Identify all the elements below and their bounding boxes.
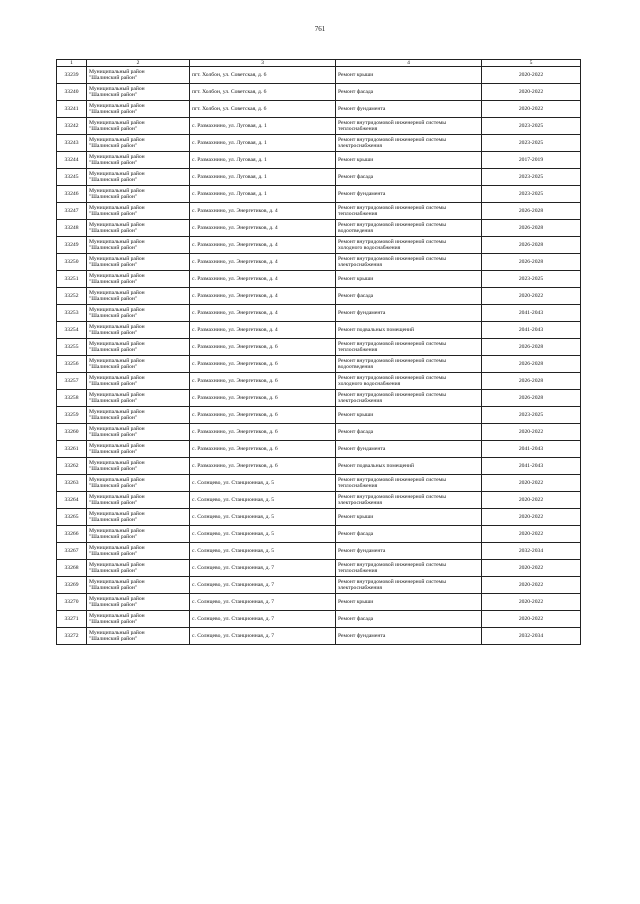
address-cell: с. Солнцево, ул. Станционная, д. 5 — [190, 526, 336, 543]
municipality-cell: Муниципальный район "Шалинский район" — [87, 373, 190, 390]
row-number-cell: 33258 — [57, 390, 87, 407]
work-type-cell: Ремонт внутридомовой инженерной системы теплоснабжения — [336, 339, 482, 356]
table-row — [57, 441, 581, 458]
column-header: 1 — [57, 60, 87, 67]
municipality-cell: Муниципальный район "Шалинский район" — [87, 101, 190, 118]
table-row — [57, 356, 581, 373]
row-number-cell: 33239 — [57, 67, 87, 84]
row-number-cell: 33244 — [57, 152, 87, 169]
row-number-cell: 33255 — [57, 339, 87, 356]
period-cell: 2023-2025 — [482, 271, 581, 288]
period-cell: 2023-2025 — [482, 118, 581, 135]
work-type-cell: Ремонт крыши — [336, 152, 482, 169]
table-row — [57, 322, 581, 339]
row-number-cell: 33243 — [57, 135, 87, 152]
period-cell: 2020-2022 — [482, 560, 581, 577]
address-cell: с. Размахнино, ул. Энергетиков, д. 6 — [190, 407, 336, 424]
table-row — [57, 475, 581, 492]
table-row — [57, 509, 581, 526]
period-cell: 2020-2022 — [482, 577, 581, 594]
period-cell: 2020-2022 — [482, 492, 581, 509]
address-cell: с. Солнцево, ул. Станционная, д. 5 — [190, 543, 336, 560]
row-number-cell: 33245 — [57, 169, 87, 186]
address-cell: с. Солнцево, ул. Станционная, д. 7 — [190, 560, 336, 577]
address-cell: с. Солнцево, ул. Станционная, д. 5 — [190, 509, 336, 526]
address-cell: с. Размахнино, ул. Энергетиков, д. 4 — [190, 220, 336, 237]
address-cell: с. Размахнино, ул. Луговая, д. 1 — [190, 135, 336, 152]
table-row — [57, 220, 581, 237]
address-cell: с. Размахнино, ул. Энергетиков, д. 4 — [190, 288, 336, 305]
registry-table — [56, 59, 581, 645]
period-cell: 2026-2028 — [482, 220, 581, 237]
work-type-cell: Ремонт фасада — [336, 526, 482, 543]
period-cell: 2026-2028 — [482, 237, 581, 254]
table-row — [57, 169, 581, 186]
municipality-cell: Муниципальный район "Шалинский район" — [87, 526, 190, 543]
table-row — [57, 390, 581, 407]
period-cell: 2032-2034 — [482, 628, 581, 645]
period-cell: 2026-2028 — [482, 339, 581, 356]
table-row — [57, 407, 581, 424]
table-row — [57, 67, 581, 84]
row-number-cell: 33261 — [57, 441, 87, 458]
municipality-cell: Муниципальный район "Шалинский район" — [87, 186, 190, 203]
address-cell: с. Размахнино, ул. Луговая, д. 1 — [190, 118, 336, 135]
row-number-cell: 33240 — [57, 84, 87, 101]
row-number-cell: 33267 — [57, 543, 87, 560]
table-row — [57, 424, 581, 441]
municipality-cell: Муниципальный район "Шалинский район" — [87, 356, 190, 373]
address-cell: пгт. Холбон, ул. Советская, д. 6 — [190, 84, 336, 101]
period-cell: 2020-2022 — [482, 526, 581, 543]
table-row — [57, 237, 581, 254]
municipality-cell: Муниципальный район "Шалинский район" — [87, 424, 190, 441]
table-row — [57, 543, 581, 560]
table-row — [57, 101, 581, 118]
period-cell: 2026-2028 — [482, 254, 581, 271]
municipality-cell: Муниципальный район "Шалинский район" — [87, 118, 190, 135]
municipality-cell: Муниципальный район "Шалинский район" — [87, 594, 190, 611]
address-cell: с. Солнцево, ул. Станционная, д. 5 — [190, 475, 336, 492]
row-number-cell: 33265 — [57, 509, 87, 526]
period-cell: 2041-2043 — [482, 322, 581, 339]
work-type-cell: Ремонт фасада — [336, 611, 482, 628]
column-header: 4 — [336, 60, 482, 67]
address-cell: с. Размахнино, ул. Энергетиков, д. 6 — [190, 458, 336, 475]
municipality-cell: Муниципальный район "Шалинский район" — [87, 271, 190, 288]
work-type-cell: Ремонт фасада — [336, 84, 482, 101]
page-number: 761 — [314, 25, 326, 33]
work-type-cell: Ремонт внутридомовой инженерной системы холодного водоснабжения — [336, 373, 482, 390]
address-cell: с. Размахнино, ул. Луговая, д. 1 — [190, 152, 336, 169]
municipality-cell: Муниципальный район "Шалинский район" — [87, 407, 190, 424]
period-cell: 2023-2025 — [482, 186, 581, 203]
municipality-cell: Муниципальный район "Шалинский район" — [87, 237, 190, 254]
period-cell: 2026-2028 — [482, 203, 581, 220]
column-header: 5 — [482, 60, 581, 67]
table-header-row — [57, 60, 581, 67]
municipality-cell: Муниципальный район "Шалинский район" — [87, 628, 190, 645]
row-number-cell: 33257 — [57, 373, 87, 390]
municipality-cell: Муниципальный район "Шалинский район" — [87, 475, 190, 492]
row-number-cell: 33269 — [57, 577, 87, 594]
municipality-cell: Муниципальный район "Шалинский район" — [87, 611, 190, 628]
municipality-cell: Муниципальный район "Шалинский район" — [87, 135, 190, 152]
period-cell: 2020-2022 — [482, 424, 581, 441]
row-number-cell: 33272 — [57, 628, 87, 645]
municipality-cell: Муниципальный район "Шалинский район" — [87, 288, 190, 305]
period-cell: 2020-2022 — [482, 475, 581, 492]
work-type-cell: Ремонт крыши — [336, 509, 482, 526]
row-number-cell: 33256 — [57, 356, 87, 373]
table-row — [57, 628, 581, 645]
work-type-cell: Ремонт крыши — [336, 67, 482, 84]
work-type-cell: Ремонт внутридомовой инженерной системы водоотведения — [336, 220, 482, 237]
work-type-cell: Ремонт внутридомовой инженерной системы электроснабжения — [336, 254, 482, 271]
row-number-cell: 33259 — [57, 407, 87, 424]
table-row — [57, 577, 581, 594]
municipality-cell: Муниципальный район "Шалинский район" — [87, 169, 190, 186]
table-row — [57, 288, 581, 305]
table-row — [57, 135, 581, 152]
row-number-cell: 33241 — [57, 101, 87, 118]
table-row — [57, 118, 581, 135]
work-type-cell: Ремонт внутридомовой инженерной системы водоотведения — [336, 356, 482, 373]
address-cell: с. Размахнино, ул. Энергетиков, д. 6 — [190, 373, 336, 390]
address-cell: с. Солнцево, ул. Станционная, д. 7 — [190, 577, 336, 594]
municipality-cell: Муниципальный район "Шалинский район" — [87, 560, 190, 577]
row-number-cell: 33260 — [57, 424, 87, 441]
address-cell: с. Размахнино, ул. Энергетиков, д. 4 — [190, 322, 336, 339]
address-cell: с. Солнцево, ул. Станционная, д. 5 — [190, 492, 336, 509]
row-number-cell: 33251 — [57, 271, 87, 288]
table-row — [57, 152, 581, 169]
work-type-cell: Ремонт фундамента — [336, 441, 482, 458]
row-number-cell: 33246 — [57, 186, 87, 203]
row-number-cell: 33253 — [57, 305, 87, 322]
work-type-cell: Ремонт внутридомовой инженерной системы электроснабжения — [336, 390, 482, 407]
work-type-cell: Ремонт крыши — [336, 271, 482, 288]
row-number-cell: 33262 — [57, 458, 87, 475]
table-row — [57, 305, 581, 322]
work-type-cell: Ремонт фундамента — [336, 628, 482, 645]
work-type-cell: Ремонт внутридомовой инженерной системы теплоснабжения — [336, 475, 482, 492]
work-type-cell: Ремонт внутридомовой инженерной системы холодного водоснабжения — [336, 237, 482, 254]
row-number-cell: 33254 — [57, 322, 87, 339]
address-cell: с. Размахнино, ул. Энергетиков, д. 6 — [190, 390, 336, 407]
address-cell: с. Размахнино, ул. Луговая, д. 1 — [190, 186, 336, 203]
work-type-cell: Ремонт внутридомовой инженерной системы теплоснабжения — [336, 118, 482, 135]
address-cell: с. Размахнино, ул. Энергетиков, д. 6 — [190, 356, 336, 373]
work-type-cell: Ремонт фасада — [336, 169, 482, 186]
table-row — [57, 594, 581, 611]
table-row — [57, 492, 581, 509]
row-number-cell: 33270 — [57, 594, 87, 611]
row-number-cell: 33266 — [57, 526, 87, 543]
period-cell: 2020-2022 — [482, 509, 581, 526]
municipality-cell: Муниципальный район "Шалинский район" — [87, 509, 190, 526]
municipality-cell: Муниципальный район "Шалинский район" — [87, 84, 190, 101]
period-cell: 2023-2025 — [482, 407, 581, 424]
row-number-cell: 33249 — [57, 237, 87, 254]
period-cell: 2041-2043 — [482, 458, 581, 475]
municipality-cell: Муниципальный район "Шалинский район" — [87, 203, 190, 220]
table-row — [57, 84, 581, 101]
period-cell: 2026-2028 — [482, 390, 581, 407]
address-cell: с. Солнцево, ул. Станционная, д. 7 — [190, 611, 336, 628]
row-number-cell: 33264 — [57, 492, 87, 509]
address-cell: с. Размахнино, ул. Энергетиков, д. 4 — [190, 203, 336, 220]
work-type-cell: Ремонт внутридомовой инженерной системы теплоснабжения — [336, 560, 482, 577]
table-row — [57, 373, 581, 390]
municipality-cell: Муниципальный район "Шалинский район" — [87, 492, 190, 509]
address-cell: с. Размахнино, ул. Энергетиков, д. 4 — [190, 254, 336, 271]
work-type-cell: Ремонт крыши — [336, 407, 482, 424]
column-header: 2 — [87, 60, 190, 67]
address-cell: с. Размахнино, ул. Энергетиков, д. 6 — [190, 339, 336, 356]
period-cell: 2032-2034 — [482, 543, 581, 560]
period-cell: 2020-2022 — [482, 288, 581, 305]
period-cell: 2026-2028 — [482, 373, 581, 390]
municipality-cell: Муниципальный район "Шалинский район" — [87, 543, 190, 560]
row-number-cell: 33242 — [57, 118, 87, 135]
address-cell: с. Солнцево, ул. Станционная, д. 7 — [190, 594, 336, 611]
work-type-cell: Ремонт подвальных помещений — [336, 458, 482, 475]
municipality-cell: Муниципальный район "Шалинский район" — [87, 390, 190, 407]
address-cell: с. Размахнино, ул. Энергетиков, д. 4 — [190, 271, 336, 288]
municipality-cell: Муниципальный район "Шалинский район" — [87, 322, 190, 339]
table-row — [57, 186, 581, 203]
address-cell: с. Размахнино, ул. Луговая, д. 1 — [190, 169, 336, 186]
work-type-cell: Ремонт фундамента — [336, 101, 482, 118]
table-row — [57, 254, 581, 271]
table-row — [57, 203, 581, 220]
work-type-cell: Ремонт крыши — [336, 594, 482, 611]
row-number-cell: 33247 — [57, 203, 87, 220]
table-row — [57, 611, 581, 628]
period-cell: 2020-2022 — [482, 611, 581, 628]
period-cell: 2023-2025 — [482, 169, 581, 186]
row-number-cell: 33252 — [57, 288, 87, 305]
table-row — [57, 271, 581, 288]
row-number-cell: 33268 — [57, 560, 87, 577]
address-cell: с. Размахнино, ул. Энергетиков, д. 6 — [190, 424, 336, 441]
municipality-cell: Муниципальный район "Шалинский район" — [87, 441, 190, 458]
municipality-cell: Муниципальный район "Шалинский район" — [87, 305, 190, 322]
address-cell: с. Солнцево, ул. Станционная, д. 7 — [190, 628, 336, 645]
municipality-cell: Муниципальный район "Шалинский район" — [87, 152, 190, 169]
row-number-cell: 33250 — [57, 254, 87, 271]
period-cell: 2041-2043 — [482, 441, 581, 458]
table-row — [57, 526, 581, 543]
work-type-cell: Ремонт внутридомовой инженерной системы теплоснабжения — [336, 203, 482, 220]
work-type-cell: Ремонт подвальных помещений — [336, 322, 482, 339]
address-cell: с. Размахнино, ул. Энергетиков, д. 4 — [190, 237, 336, 254]
municipality-cell: Муниципальный район "Шалинский район" — [87, 458, 190, 475]
address-cell: с. Размахнино, ул. Энергетиков, д. 4 — [190, 305, 336, 322]
work-type-cell: Ремонт внутридомовой инженерной системы электроснабжения — [336, 492, 482, 509]
work-type-cell: Ремонт фундамента — [336, 305, 482, 322]
period-cell: 2020-2022 — [482, 101, 581, 118]
address-cell: с. Размахнино, ул. Энергетиков, д. 6 — [190, 441, 336, 458]
period-cell: 2026-2028 — [482, 356, 581, 373]
period-cell: 2020-2022 — [482, 67, 581, 84]
municipality-cell: Муниципальный район "Шалинский район" — [87, 339, 190, 356]
work-type-cell: Ремонт фасада — [336, 424, 482, 441]
row-number-cell: 33263 — [57, 475, 87, 492]
row-number-cell: 33271 — [57, 611, 87, 628]
period-cell: 2020-2022 — [482, 84, 581, 101]
table-row — [57, 560, 581, 577]
table-row — [57, 339, 581, 356]
period-cell: 2020-2022 — [482, 594, 581, 611]
municipality-cell: Муниципальный район "Шалинский район" — [87, 220, 190, 237]
work-type-cell: Ремонт фундамента — [336, 186, 482, 203]
municipality-cell: Муниципальный район "Шалинский район" — [87, 577, 190, 594]
address-cell: пгт. Холбон, ул. Советская, д. 6 — [190, 101, 336, 118]
work-type-cell: Ремонт фасада — [336, 288, 482, 305]
work-type-cell: Ремонт внутридомовой инженерной системы электроснабжения — [336, 135, 482, 152]
municipality-cell: Муниципальный район "Шалинский район" — [87, 67, 190, 84]
work-type-cell: Ремонт фундамента — [336, 543, 482, 560]
municipality-cell: Муниципальный район "Шалинский район" — [87, 254, 190, 271]
column-header: 3 — [190, 60, 336, 67]
row-number-cell: 33248 — [57, 220, 87, 237]
address-cell: пгт. Холбон, ул. Советская, д. 6 — [190, 67, 336, 84]
table-row — [57, 458, 581, 475]
period-cell: 2023-2025 — [482, 135, 581, 152]
period-cell: 2041-2043 — [482, 305, 581, 322]
work-type-cell: Ремонт внутридомовой инженерной системы электроснабжения — [336, 577, 482, 594]
period-cell: 2017-2019 — [482, 152, 581, 169]
